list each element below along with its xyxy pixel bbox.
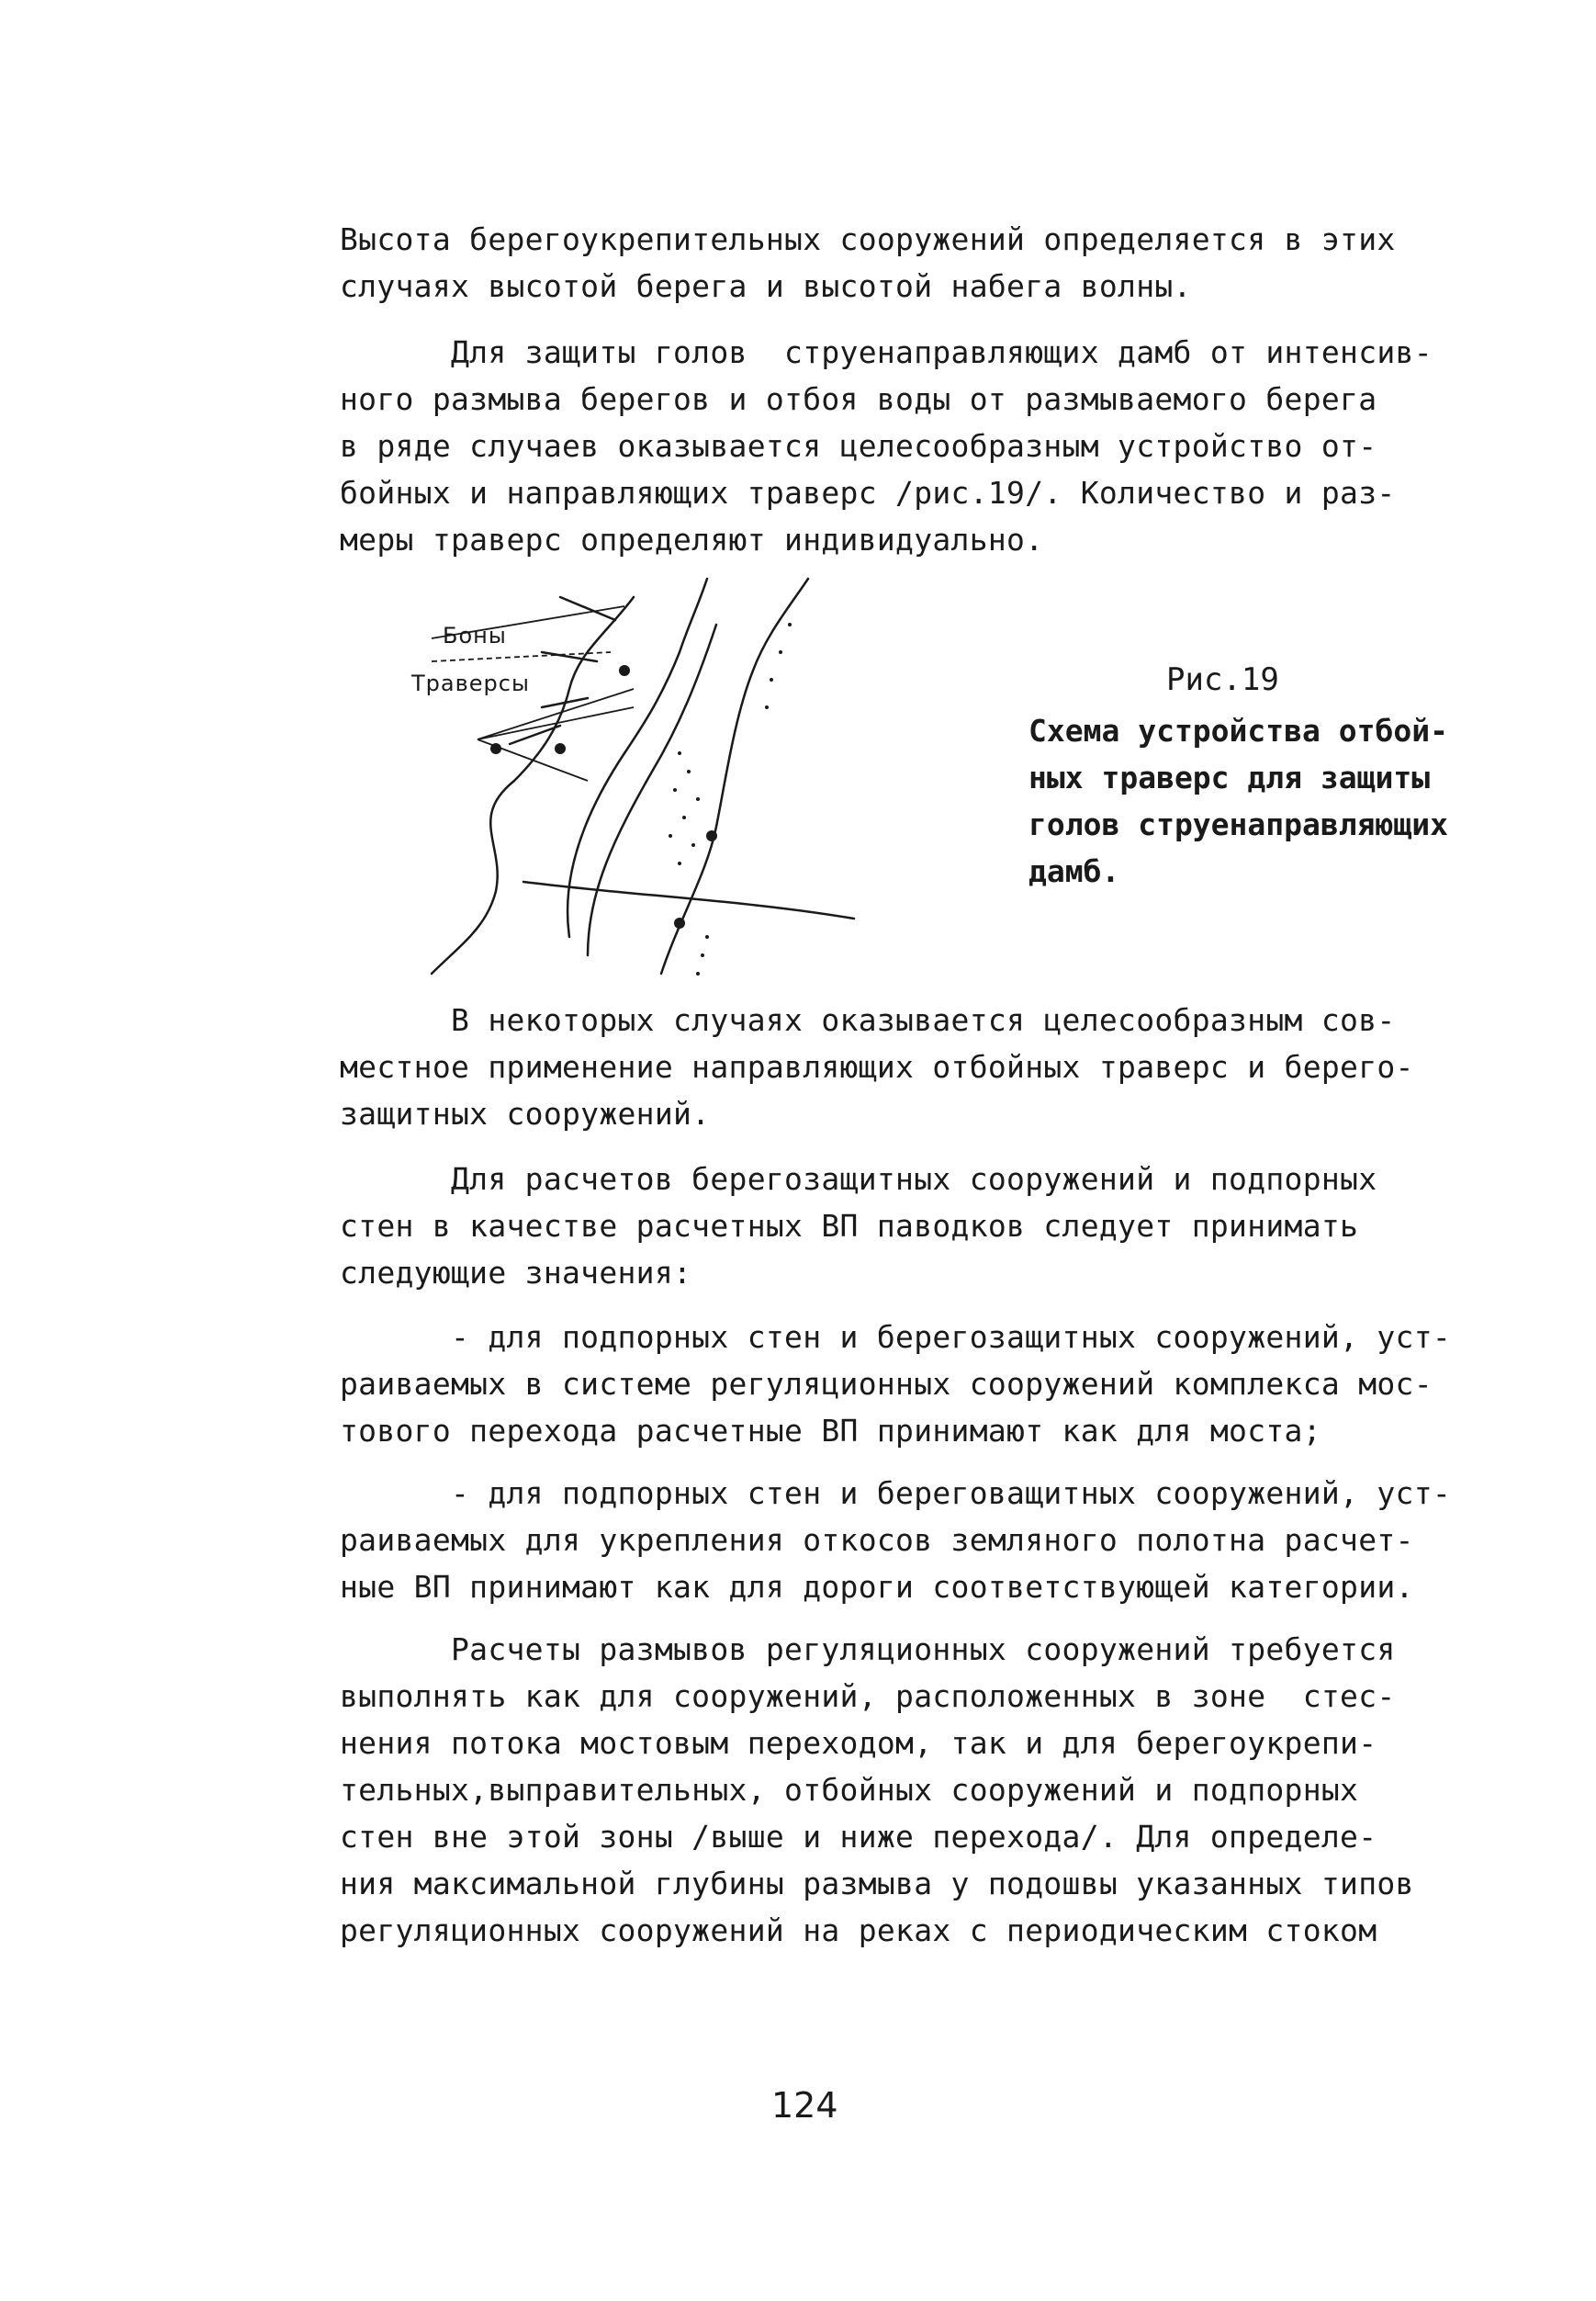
paragraph-7: Расчеты размывов регуляционных сооружений требуется выполнять как для сооружений, расположенных в зоне стес- нения потока мостовым переходом, так и для берегоукрепи- тельных,выправительных, отбойных сооружений и подпорных стен вне этой зоны /выше и ниже перехода/. Для определе- ния максимальной глубины размыва у подошвы указанных типов регуляционных сооружений на реках с периодическим стоком — [340, 1631, 1414, 1948]
paragraph-2: Для защиты голов струенаправляющих дамб от интенсив- ного размыва берегов и отбоя воды от размываемого берега в ряде случаев оказывается целесообразным устройство от- бойных и направляющих траверс /рис.19/. Количество и раз- меры траверс определяют индивидуально. — [340, 334, 1433, 558]
paragraph-1: Высота берегоукрепительных сооружений определяется в этих случаях высотой берега и высотой набега волны. — [340, 221, 1396, 304]
paragraph-5: - для подпорных стен и берегозащитных сооружений, уст- раиваемых в системе регуляционных сооружений комплекса мос- тового перехода расчетные ВП принимают как для моста; — [340, 1319, 1452, 1449]
label-bony: Боны — [443, 623, 507, 649]
paragraph-6: - для подпорных стен и береговащитных сооружений, уст- раиваемых для укрепления откосов земляного полотна расчет- ные ВП принимают как для дороги соответствующей категории. — [340, 1475, 1452, 1605]
figure-caption: Схема устройства отбой- ных траверс для защиты голов струенаправляющих дамб. — [1028, 713, 1448, 889]
label-traversy: Траверсы — [411, 671, 530, 696]
figure-caption-title: Рис.19 — [1166, 661, 1279, 698]
paragraph-4: Для расчетов берегозащитных сооружений и подпорных стен в качестве расчетных ВП паводков следует принимать следующие значения: — [340, 1161, 1377, 1291]
figure-19 — [404, 570, 955, 992]
paragraph-3: В некоторых случаях оказывается целесообразным сов- местное применение направляющих отбойных траверс и берего- защитных сооружений. — [340, 1002, 1414, 1132]
page-number: 124 — [771, 2085, 838, 2126]
